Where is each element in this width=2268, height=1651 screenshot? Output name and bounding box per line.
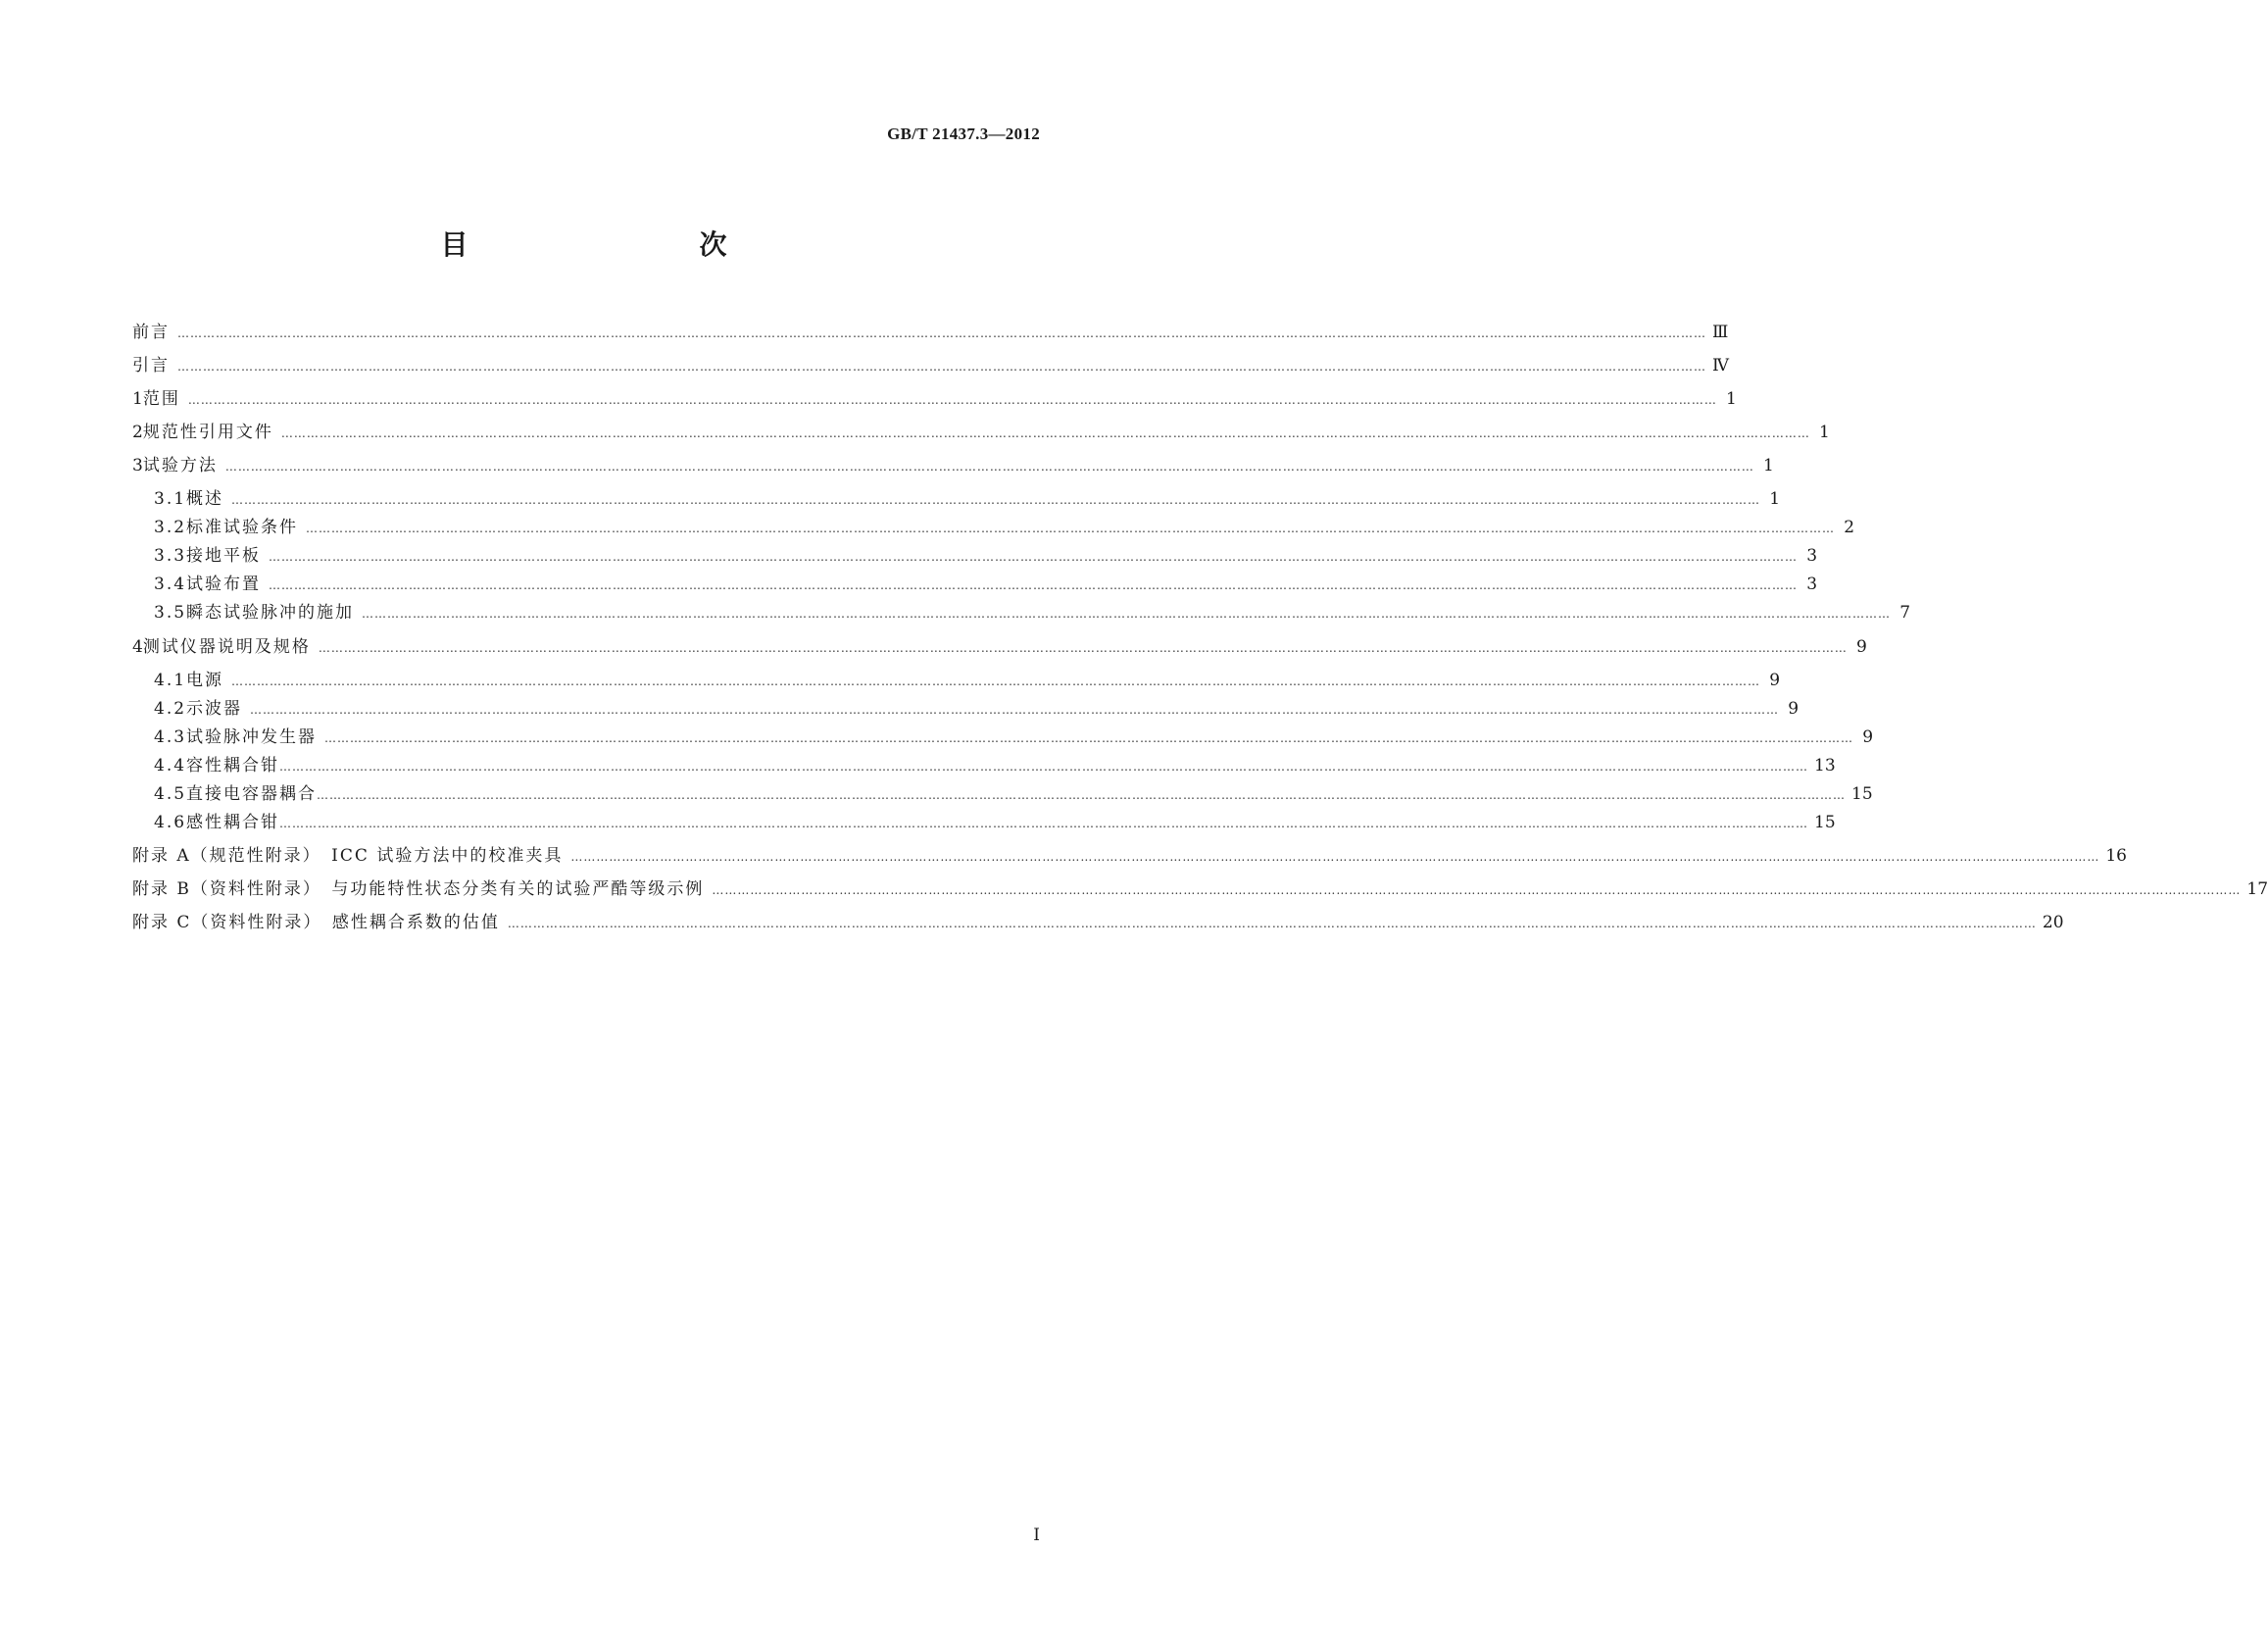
- toc-entry-label: 规范性引用文件: [142, 423, 273, 442]
- toc-dot-leader: ………………………………………………………………………………………………………………………………………………………………………………………………………………………………………………………………………………………………………………………………: [279, 760, 1809, 774]
- toc-dot-leader: ………………………………………………………………………………………………………………………………………………………………………………………………………………………………………………………………………………………………………………………………: [231, 675, 1761, 688]
- toc-entry-label: 瞬态试验脉冲的施加: [186, 603, 355, 623]
- toc-entry[interactable]: [154, 600, 1911, 625]
- toc-entry-page: Ⅳ: [1712, 356, 1729, 375]
- toc-entry-number: 3.2: [154, 518, 187, 537]
- toc-entry-label: 测试仪器说明及规格: [142, 637, 311, 657]
- toc-entry[interactable]: [154, 486, 1781, 512]
- toc-entry-label: 附录 A（规范性附录） ICC 试验方法中的校准夹具: [132, 846, 564, 866]
- toc-dot-leader: ………………………………………………………………………………………………………………………………………………………………………………………………………………………………………………………………………………………………………………………………: [362, 607, 1892, 621]
- toc-entry-page: 1: [1726, 389, 1737, 409]
- toc-entry-number: 2: [132, 423, 143, 442]
- toc-dot-leader: ………………………………………………………………………………………………………………………………………………………………………………………………………………………………………………………………………………………………………………………………: [187, 393, 1717, 407]
- toc-entry-number: 4.1: [154, 671, 187, 690]
- toc-entry[interactable]: [132, 843, 2127, 869]
- toc-entry[interactable]: [154, 753, 1836, 778]
- toc-entry-number: 4.4: [154, 756, 187, 775]
- toc-dot-leader: ………………………………………………………………………………………………………………………………………………………………………………………………………………………………………………………………………………………………………………………………: [177, 360, 1706, 374]
- toc-entry[interactable]: [132, 634, 1867, 660]
- toc-entry-label: 接地平板: [186, 546, 262, 566]
- toc-entry-page: Ⅲ: [1712, 323, 1729, 342]
- toc-entry[interactable]: [154, 543, 1818, 569]
- toc-dot-leader: ………………………………………………………………………………………………………………………………………………………………………………………………………………………………………………………………………………………………………………………………: [570, 850, 2100, 864]
- toc-entry[interactable]: [154, 725, 1874, 750]
- toc-entry-page: 3: [1806, 575, 1818, 594]
- toc-dot-leader: ………………………………………………………………………………………………………………………………………………………………………………………………………………………………………………………………………………………………………………………………: [318, 641, 1848, 655]
- toc-dot-leader: ………………………………………………………………………………………………………………………………………………………………………………………………………………………………………………………………………………………………………………………………: [231, 493, 1761, 507]
- toc-entry[interactable]: [154, 515, 1855, 540]
- toc-entry-page: 1: [1819, 423, 1830, 442]
- toc-dot-leader: ………………………………………………………………………………………………………………………………………………………………………………………………………………………………………………………………………………………………………………………………: [324, 731, 1854, 745]
- toc-dot-leader: ………………………………………………………………………………………………………………………………………………………………………………………………………………………………………………………………………………………………………………………………: [250, 703, 1780, 717]
- toc-entry-number: 1: [132, 389, 143, 409]
- toc-entry[interactable]: [132, 910, 2064, 935]
- toc-dot-leader: ………………………………………………………………………………………………………………………………………………………………………………………………………………………………………………………………………………………………………………………………: [177, 326, 1706, 340]
- toc-entry-number: 4: [132, 637, 143, 657]
- page-title: 目 次: [440, 228, 786, 261]
- toc-entry-label: 示波器: [186, 699, 243, 719]
- toc-entry-label: 容性耦合钳: [186, 756, 280, 775]
- standard-code: GB/T 21437.3—2012: [887, 125, 1040, 143]
- toc-dot-leader: ………………………………………………………………………………………………………………………………………………………………………………………………………………………………………………………………………………………………………………………………: [279, 817, 1809, 830]
- toc-entry-label: 试验脉冲发生器: [186, 727, 318, 747]
- toc-entry-page: 15: [1814, 813, 1836, 832]
- toc-entry-label: 标准试验条件: [186, 518, 299, 537]
- toc-entry[interactable]: [154, 696, 1800, 722]
- toc-dot-leader: ………………………………………………………………………………………………………………………………………………………………………………………………………………………………………………………………………………………………………………………………: [712, 883, 2242, 897]
- toc-entry-page: 3: [1806, 546, 1818, 566]
- toc-entry-label: 附录 C（资料性附录） 感性耦合系数的估值: [132, 913, 500, 932]
- toc-entry-label: 感性耦合钳: [186, 813, 280, 832]
- toc-entry[interactable]: [154, 810, 1836, 835]
- toc-entry[interactable]: [154, 572, 1818, 597]
- toc-entry-number: 4.5: [154, 784, 187, 804]
- toc-entry-label: 电源: [186, 671, 224, 690]
- toc-entry-label: 附录 B（资料性附录） 与功能特性状态分类有关的试验严酷等级示例: [132, 879, 705, 899]
- toc-entry-page: 17: [2246, 879, 2268, 899]
- toc-entry-page: 15: [1851, 784, 1873, 804]
- toc-entry-number: 3.3: [154, 546, 187, 566]
- toc-entry-page: 1: [1769, 489, 1781, 509]
- toc-entry-number: 3.4: [154, 575, 187, 594]
- toc-entry-page: 20: [2042, 913, 2064, 932]
- toc-entry-number: 3: [132, 456, 143, 475]
- toc-entry[interactable]: [154, 781, 1873, 807]
- toc-entry-number: 4.2: [154, 699, 187, 719]
- toc-entry-page: 1: [1763, 456, 1774, 475]
- toc-entry-label: 概述: [186, 489, 224, 509]
- toc-entry-number: 4.6: [154, 813, 187, 832]
- toc-entry-label: 试验布置: [186, 575, 262, 594]
- toc-entry-number: 3.1: [154, 489, 187, 509]
- toc-entry-page: 2: [1844, 518, 1855, 537]
- toc-entry-label: 直接电容器耦合: [186, 784, 318, 804]
- toc-dot-leader: ………………………………………………………………………………………………………………………………………………………………………………………………………………………………………………………………………………………………………………………………: [306, 522, 1836, 535]
- toc-entry[interactable]: [154, 668, 1781, 693]
- toc-dot-leader: ………………………………………………………………………………………………………………………………………………………………………………………………………………………………………………………………………………………………………………………………: [280, 426, 1810, 440]
- toc-entry-page: 9: [1788, 699, 1800, 719]
- toc-dot-leader: ………………………………………………………………………………………………………………………………………………………………………………………………………………………………………………………………………………………………………………………………: [269, 578, 1799, 592]
- toc-entry-page: 16: [2105, 846, 2127, 866]
- toc-dot-leader: ………………………………………………………………………………………………………………………………………………………………………………………………………………………………………………………………………………………………………………………………: [269, 550, 1799, 564]
- toc-entry-label: 范围: [142, 389, 180, 409]
- toc-dot-leader: ………………………………………………………………………………………………………………………………………………………………………………………………………………………………………………………………………………………………………………………………: [224, 460, 1754, 474]
- toc-entry[interactable]: [132, 386, 1737, 412]
- toc-entry-number: 4.3: [154, 727, 187, 747]
- toc-entry-page: 9: [1769, 671, 1781, 690]
- toc-entry[interactable]: [132, 453, 1774, 478]
- toc-dot-leader: ………………………………………………………………………………………………………………………………………………………………………………………………………………………………………………………………………………………………………………………………: [317, 788, 1847, 802]
- toc-entry-page: 9: [1862, 727, 1874, 747]
- toc-entry-label: 引言: [132, 356, 170, 375]
- page-number: Ⅰ: [1033, 1526, 1040, 1545]
- toc-entry-label: 试验方法: [142, 456, 218, 475]
- toc-entry-page: 7: [1899, 603, 1911, 623]
- toc-entry-label: 前言: [132, 323, 170, 342]
- toc-entry[interactable]: [132, 320, 1729, 345]
- toc-entry[interactable]: [132, 876, 2268, 902]
- toc-entry-page: 9: [1856, 637, 1867, 657]
- toc-entry[interactable]: [132, 353, 1729, 378]
- toc-entry-number: 3.5: [154, 603, 187, 623]
- toc-dot-leader: ………………………………………………………………………………………………………………………………………………………………………………………………………………………………………………………………………………………………………………………………: [507, 917, 2037, 930]
- toc-entry-page: 13: [1814, 756, 1836, 775]
- toc-entry[interactable]: [132, 420, 1830, 445]
